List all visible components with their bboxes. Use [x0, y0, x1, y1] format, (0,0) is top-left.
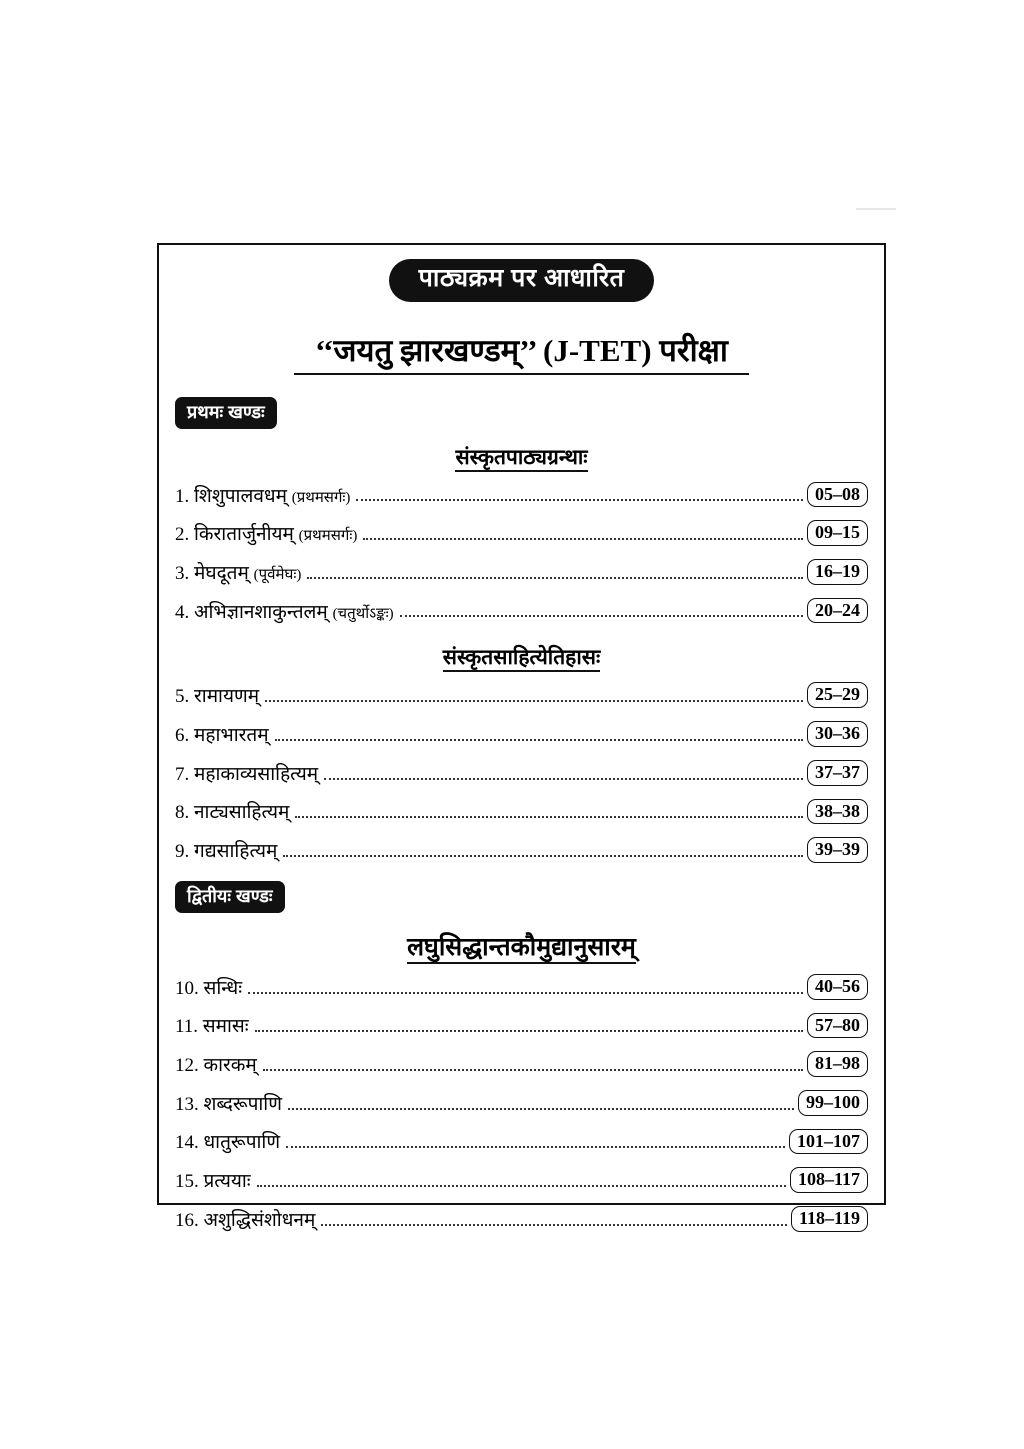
leader-dots — [295, 808, 803, 818]
item-title: महाकाव्यसाहित्यम् — [194, 763, 319, 785]
group-1-heading — [175, 443, 868, 471]
list-item-label — [175, 725, 269, 747]
page-range-badge: 40–56 — [807, 974, 868, 1000]
list-item[interactable] — [175, 1083, 868, 1122]
page-range-badge: 16–19 — [807, 559, 868, 585]
item-number: 16. — [175, 1209, 199, 1231]
leader-dots — [283, 847, 803, 857]
item-subtitle: (प्रथमसर्गः) — [298, 528, 358, 545]
page-range-badge: 101–107 — [789, 1129, 868, 1155]
page-range-badge: 05–08 — [807, 482, 868, 508]
list-item[interactable] — [175, 675, 868, 714]
title-underline — [294, 373, 749, 375]
list-item[interactable] — [175, 513, 868, 552]
toc-list-group-3 — [175, 967, 868, 1238]
section-2-badge: द्वितीयः खण्डः — [175, 881, 285, 913]
list-item-label — [175, 1171, 251, 1193]
item-number: 9. — [175, 841, 190, 863]
list-item-label — [175, 1055, 257, 1077]
item-number: 13. — [175, 1093, 199, 1115]
group-2-heading-text: संस्कृतसाहित्येतिहासः — [443, 645, 600, 672]
list-item[interactable] — [175, 1006, 868, 1045]
toc-list-group-2 — [175, 675, 868, 868]
item-title: अशुद्धिसंशोधनम् — [203, 1209, 316, 1231]
item-title: नाट्यसाहित्यम् — [194, 802, 290, 824]
scan-artifact — [856, 208, 896, 210]
list-item-label — [175, 841, 277, 863]
section-1-badge: प्रथमः खण्डः — [175, 397, 277, 429]
page-range-badge: 57–80 — [807, 1013, 868, 1039]
item-title: धातुरूपाणि — [203, 1132, 281, 1154]
list-item-label — [175, 1210, 315, 1232]
item-number: 1. — [175, 485, 190, 507]
item-number: 10. — [175, 977, 199, 999]
list-item-label — [175, 802, 289, 824]
leader-dots — [257, 1177, 786, 1187]
list-item-label — [175, 602, 394, 624]
item-title: अभिज्ञानशाकुन्तलम् — [194, 601, 328, 623]
banner-container — [175, 259, 868, 302]
page-range-badge: 20–24 — [807, 598, 868, 624]
item-subtitle: (चतुर्थोऽङ्कः) — [332, 605, 394, 622]
leader-dots — [307, 569, 803, 579]
page-range-badge: 37–37 — [807, 760, 868, 786]
list-item[interactable] — [175, 792, 868, 831]
leader-dots — [263, 1061, 803, 1071]
section-2-header — [175, 881, 868, 913]
list-item-label — [175, 1132, 280, 1154]
group-1-heading-text: संस्कृतपाठ्यग्रन्थाः — [455, 445, 587, 472]
leader-dots — [248, 984, 803, 994]
list-item-label — [175, 978, 242, 1000]
leader-dots — [400, 607, 803, 617]
item-title: महाभारतम् — [194, 724, 269, 746]
list-item[interactable] — [175, 1122, 868, 1161]
page-range-badge: 39–39 — [807, 837, 868, 863]
syllabus-banner: पाठ्यक्रम पर आधारित — [389, 259, 655, 302]
leader-dots — [265, 692, 803, 702]
page-title — [175, 332, 868, 375]
list-item-label — [175, 563, 301, 585]
title-part-post: परीक्षा — [659, 332, 728, 368]
page-range-badge: 38–38 — [807, 799, 868, 825]
item-number: 7. — [175, 763, 190, 785]
item-title: सन्धिः — [203, 977, 243, 999]
item-number: 2. — [175, 524, 190, 546]
page-range-badge: 81–98 — [807, 1051, 868, 1077]
page-range-badge: 99–100 — [798, 1090, 868, 1116]
item-number: 11. — [175, 1016, 199, 1038]
item-title: रामायणम् — [194, 686, 260, 708]
list-item-label — [175, 686, 259, 708]
list-item[interactable] — [175, 552, 868, 591]
item-title: शिशुपालवधम् — [194, 485, 287, 507]
list-item[interactable] — [175, 1199, 868, 1238]
item-title: कारकम् — [203, 1055, 257, 1077]
list-item-label — [175, 1094, 282, 1116]
item-number: 8. — [175, 802, 190, 824]
section-1-header — [175, 397, 868, 429]
item-number: 3. — [175, 562, 190, 584]
content-sheet — [157, 243, 886, 1231]
group-3-heading — [175, 929, 868, 963]
list-item[interactable] — [175, 830, 868, 869]
page-range-badge: 30–36 — [807, 721, 868, 747]
item-title: गद्यसाहित्यम् — [194, 841, 278, 863]
leader-dots — [356, 491, 803, 501]
list-item[interactable] — [175, 967, 868, 1006]
group-3-heading-text: लघुसिद्धान्तकौमुद्यानुसारम् — [407, 934, 636, 964]
item-title: प्रत्ययाः — [203, 1171, 251, 1193]
list-item[interactable] — [175, 1044, 868, 1083]
group-2-heading — [175, 643, 868, 671]
leader-dots — [275, 731, 803, 741]
item-title: शब्दरूपाणि — [203, 1093, 282, 1115]
list-item[interactable] — [175, 714, 868, 753]
list-item-label — [175, 486, 350, 508]
item-subtitle: (प्रथमसर्गः) — [291, 489, 351, 506]
item-title: समासः — [202, 1016, 249, 1038]
leader-dots — [255, 1022, 803, 1032]
item-number: 14. — [175, 1132, 199, 1154]
list-item[interactable] — [175, 475, 868, 514]
page-range-badge: 09–15 — [807, 520, 868, 546]
title-part-pre: ‘‘जयतु झारखण्डम्’’ — [315, 332, 544, 368]
leader-dots — [321, 1216, 787, 1226]
page-range-badge: 108–117 — [790, 1167, 868, 1193]
item-title: किरातार्जुनीयम् — [194, 524, 294, 546]
title-part-exam-code: (J-TET) — [543, 332, 660, 368]
item-number: 6. — [175, 724, 190, 746]
item-number: 15. — [175, 1171, 199, 1193]
item-number: 4. — [175, 601, 190, 623]
item-subtitle: (पूर्वमेघः) — [253, 566, 302, 583]
item-number: 5. — [175, 686, 190, 708]
leader-dots — [324, 770, 803, 780]
leader-dots — [286, 1138, 785, 1148]
list-item-label — [175, 764, 318, 786]
list-item[interactable] — [175, 753, 868, 792]
leader-dots — [363, 530, 803, 540]
page-range-badge: 118–119 — [791, 1206, 868, 1232]
leader-dots — [288, 1100, 794, 1110]
item-title: मेघदूतम् — [194, 562, 249, 584]
list-item[interactable] — [175, 591, 868, 630]
list-item[interactable] — [175, 1160, 868, 1199]
page-range-badge: 25–29 — [807, 682, 868, 708]
list-item-label — [175, 524, 357, 546]
list-item-label — [175, 1016, 249, 1038]
toc-list-group-1 — [175, 475, 868, 630]
item-number: 12. — [175, 1055, 199, 1077]
